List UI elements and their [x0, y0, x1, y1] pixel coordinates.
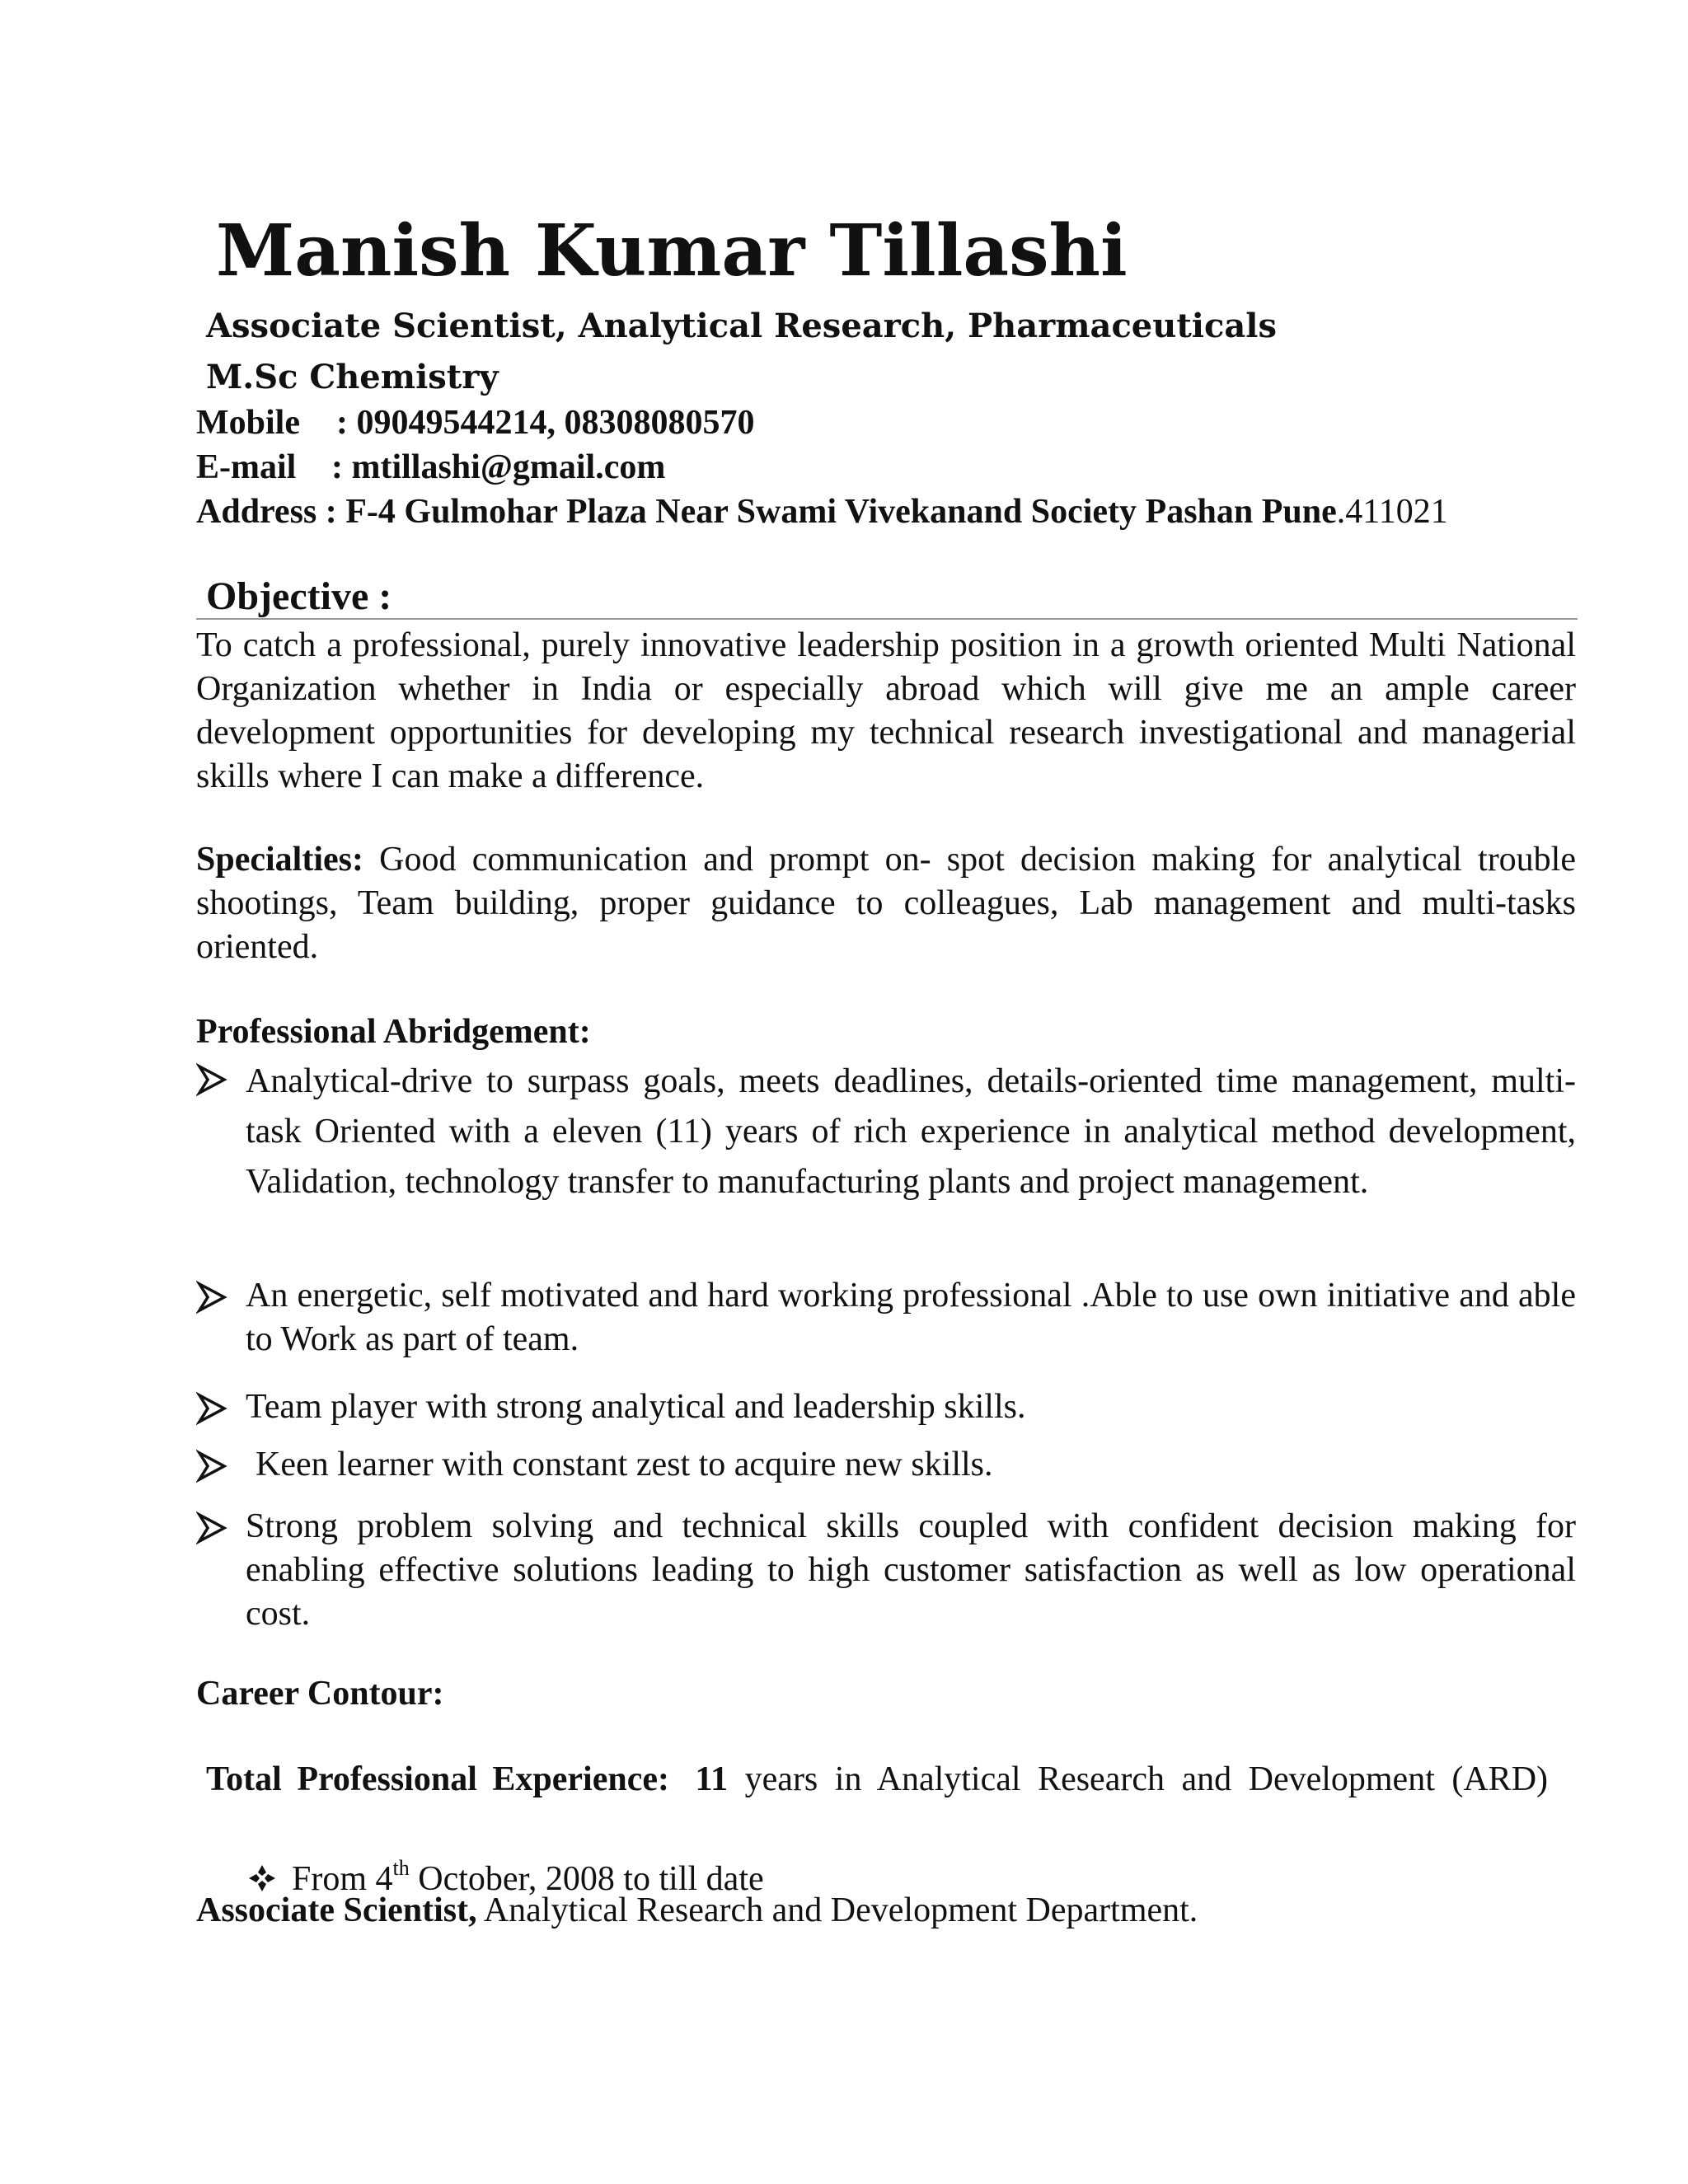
period-ordinal: th — [392, 1856, 410, 1880]
mobile-value: : 09049544214, 08308080570 — [336, 404, 755, 442]
list-item-text: An energetic, self motivated and hard working professional .Able to use own initiative and able to Work as part of team. — [246, 1277, 1576, 1358]
specialties-paragraph — [196, 838, 1576, 969]
list-item-text: Strong problem solving and technical skills coupled with confident decision making for enabling effective solutions leading to high customer satisfaction as well as low operational cost. — [246, 1507, 1576, 1633]
list-item-text: Keen learner with constant zest to acquire new skills. — [256, 1446, 993, 1483]
objective-heading: Objective : — [206, 574, 392, 618]
period-prefix: From 4 — [292, 1860, 393, 1898]
role-department: Analytical Research and Development Department. — [476, 1891, 1198, 1929]
arrow-bullet-icon — [196, 1446, 229, 1486]
role-title: Associate Scientist, — [196, 1891, 477, 1929]
total-experience — [196, 1758, 1578, 1802]
candidate-name: Manish Kumar Tillashi — [216, 209, 1128, 293]
address-zip: .411021 — [1336, 493, 1448, 531]
career-heading: Career Contour: — [196, 1675, 444, 1713]
objective-divider — [196, 618, 1578, 620]
contact-email — [196, 445, 665, 490]
job-role — [196, 1889, 1198, 1933]
mobile-label: Mobile — [196, 404, 300, 442]
address-value: : F-4 Gulmohar Plaza Near Swami Vivekanand Society Pashan Pune — [325, 493, 1337, 531]
specialties-label: Specialties: — [196, 841, 363, 879]
period-rest: October, 2008 to till date — [409, 1860, 764, 1898]
list-item-text: Team player with strong analytical and leadership skills. — [246, 1388, 1026, 1426]
arrow-bullet-icon — [196, 1508, 229, 1548]
arrow-bullet-icon — [196, 1389, 229, 1428]
job-title: Associate Scientist, Analytical Research, Pharmaceuticals — [206, 307, 1277, 345]
total-experience-text: years in Analytical Research and Development (ARD) — [728, 1760, 1549, 1798]
list-item-text: Analytical-drive to surpass goals, meets deadlines, details-oriented time management, multi- task Oriented with a eleven (11) years of rich experience in analytical method development, Validation, technology transfer to manufacturing plants and project management. — [246, 1062, 1576, 1201]
arrow-bullet-icon — [196, 1060, 229, 1099]
address-label: Address — [196, 493, 317, 531]
degree: M.Sc Chemistry — [206, 358, 499, 396]
abridgement-heading: Professional Abridgement: — [196, 1013, 591, 1051]
email-value: : mtillashi@gmail.com — [331, 448, 666, 486]
arrow-bullet-icon — [196, 1277, 229, 1317]
total-experience-label: Total Professional Experience: — [206, 1760, 669, 1798]
specialties-text: Good communication and prompt on- spot decision making for analytical trouble shootings, Team building, proper guidance to colleagues, Lab management and multi-tasks oriented. — [196, 841, 1576, 966]
contact-address — [196, 490, 1448, 534]
contact-mobile — [196, 401, 755, 445]
email-label: E-mail — [196, 448, 297, 486]
total-experience-years: 11 — [695, 1760, 729, 1798]
objective-text: To catch a professional, purely innovative leadership position in a growth oriented Multi National Organization whether in India or especially abroad which will give me an ample career development opportunities for developing my technical research investigational and managerial skills where I can make a difference. — [196, 626, 1576, 795]
